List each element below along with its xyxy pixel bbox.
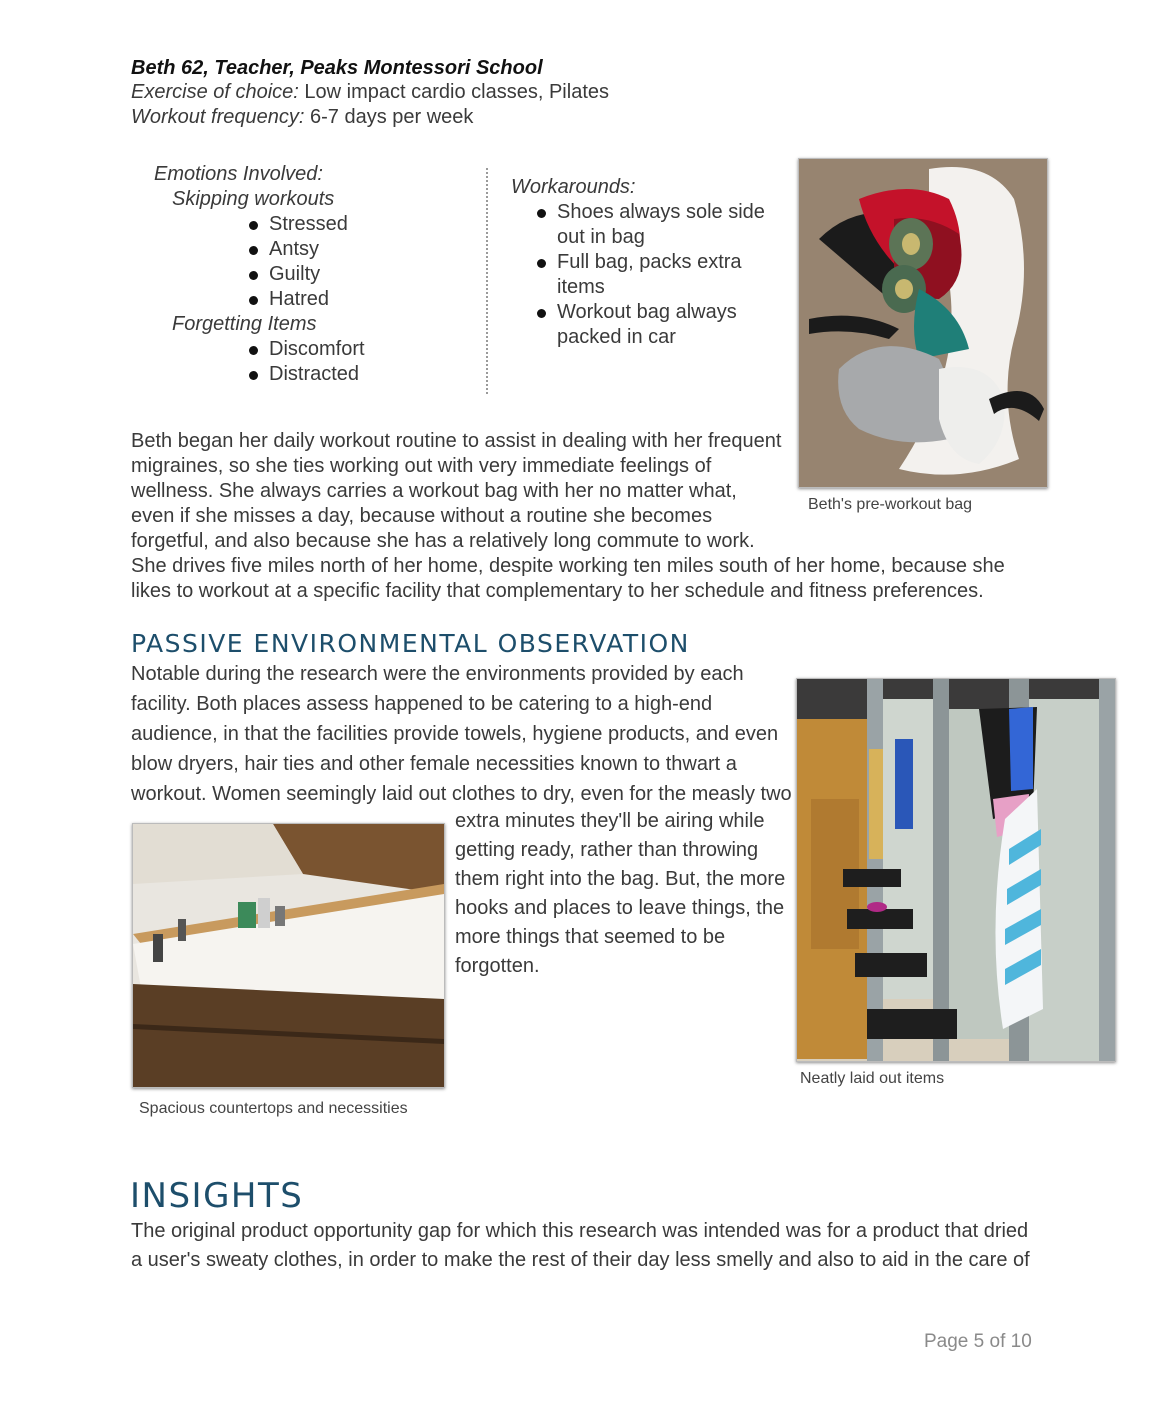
beth-paragraph-wrapped <box>131 429 791 554</box>
frequency-label: Workout frequency: <box>131 106 305 128</box>
bag-photo <box>798 158 1048 488</box>
list-item: Distracted <box>247 362 474 387</box>
list-item: Guilty <box>247 262 474 287</box>
paragraph-line: audience, in that the facilities provide towels, hygiene products, and even <box>131 723 779 745</box>
skipping-list <box>154 212 474 312</box>
workarounds-header: Workarounds: <box>511 176 636 198</box>
paragraph-line: more things that seemed to be <box>455 926 726 948</box>
list-item: Discomfort <box>247 337 474 362</box>
locker-photo <box>796 678 1116 1062</box>
beth-paragraph-full <box>131 554 1031 604</box>
workarounds-list <box>511 200 793 350</box>
frequency-line <box>131 105 473 130</box>
workarounds-block <box>511 175 793 350</box>
exercise-line <box>131 80 609 105</box>
paragraph-line: hooks and places to leave things, the <box>455 897 785 919</box>
forgetting-label: Forgetting Items <box>172 313 317 335</box>
paragraph-line: blow dryers, hair ties and other female necessities known to thwart a <box>131 753 737 775</box>
countertop-photo <box>132 823 445 1088</box>
paragraph-line: wellness. She always carries a workout bag with her no matter what, <box>131 480 737 502</box>
column-divider <box>486 168 488 394</box>
paragraph-line: The original product opportunity gap for which this research was intended was for a product that dried <box>131 1220 1029 1242</box>
passive-text-top <box>131 659 796 809</box>
paragraph-line: getting ready, rather than throwing <box>455 839 759 861</box>
list-item: Antsy <box>247 237 474 262</box>
locker-caption: Neatly laid out items <box>800 1070 945 1087</box>
paragraph-line: forgetful, and also because she has a relatively long commute to work. <box>131 530 755 552</box>
emotions-block <box>154 162 474 387</box>
paragraph-line: workout. Women seemingly laid out clothes to dry, even for the measly two <box>131 783 792 805</box>
list-item: Hatred <box>247 287 474 312</box>
frequency-value: 6-7 days per week <box>309 106 474 128</box>
bag-caption: Beth's pre-workout bag <box>808 496 973 513</box>
paragraph-line: likes to workout at a specific facility that complementary to her schedule and fitness preferences. <box>131 580 984 602</box>
passive-text-mid <box>455 807 795 981</box>
page-number: Page 5 of 10 <box>924 1331 1032 1352</box>
forgetting-list <box>154 337 474 387</box>
profile-title: Beth 62, Teacher, Peaks Montessori School <box>131 57 543 79</box>
paragraph-line: forgotten. <box>455 955 540 977</box>
insights-heading: INSIGHTS <box>130 1176 304 1216</box>
paragraph-line: She drives five miles north of her home, despite working ten miles south of her home, because she <box>131 555 1005 577</box>
list-item: Shoes always sole side out in bag <box>535 200 793 250</box>
paragraph-line: Notable during the research were the environments provided by each <box>131 663 744 685</box>
countertop-caption: Spacious countertops and necessities <box>139 1100 408 1117</box>
list-item: Full bag, packs extra items <box>535 250 793 300</box>
insights-text <box>131 1217 1061 1275</box>
paragraph-line: migraines, so she ties working out with very immediate feelings of <box>131 455 712 477</box>
paragraph-line: Beth began her daily workout routine to assist in dealing with her frequent <box>131 430 782 452</box>
paragraph-line: a user's sweaty clothes, in order to make the rest of their day less smelly and also to aid in the care of <box>131 1249 1030 1271</box>
exercise-value: Low impact cardio classes, Pilates <box>304 81 609 103</box>
paragraph-line: them right into the bag. But, the more <box>455 868 786 890</box>
paragraph-line: facility. Both places assess happened to be catering to a high-end <box>131 693 713 715</box>
emotions-header: Emotions Involved: <box>154 163 323 185</box>
paragraph-line: extra minutes they'll be airing while <box>455 810 765 832</box>
list-item: Workout bag always packed in car <box>535 300 793 350</box>
exercise-label: Exercise of choice: <box>131 81 299 103</box>
paragraph-line: even if she misses a day, because without a routine she becomes <box>131 505 713 527</box>
list-item: Stressed <box>247 212 474 237</box>
skipping-label: Skipping workouts <box>172 188 335 210</box>
passive-heading: PASSIVE ENVIRONMENTAL OBSERVATION <box>131 629 690 658</box>
